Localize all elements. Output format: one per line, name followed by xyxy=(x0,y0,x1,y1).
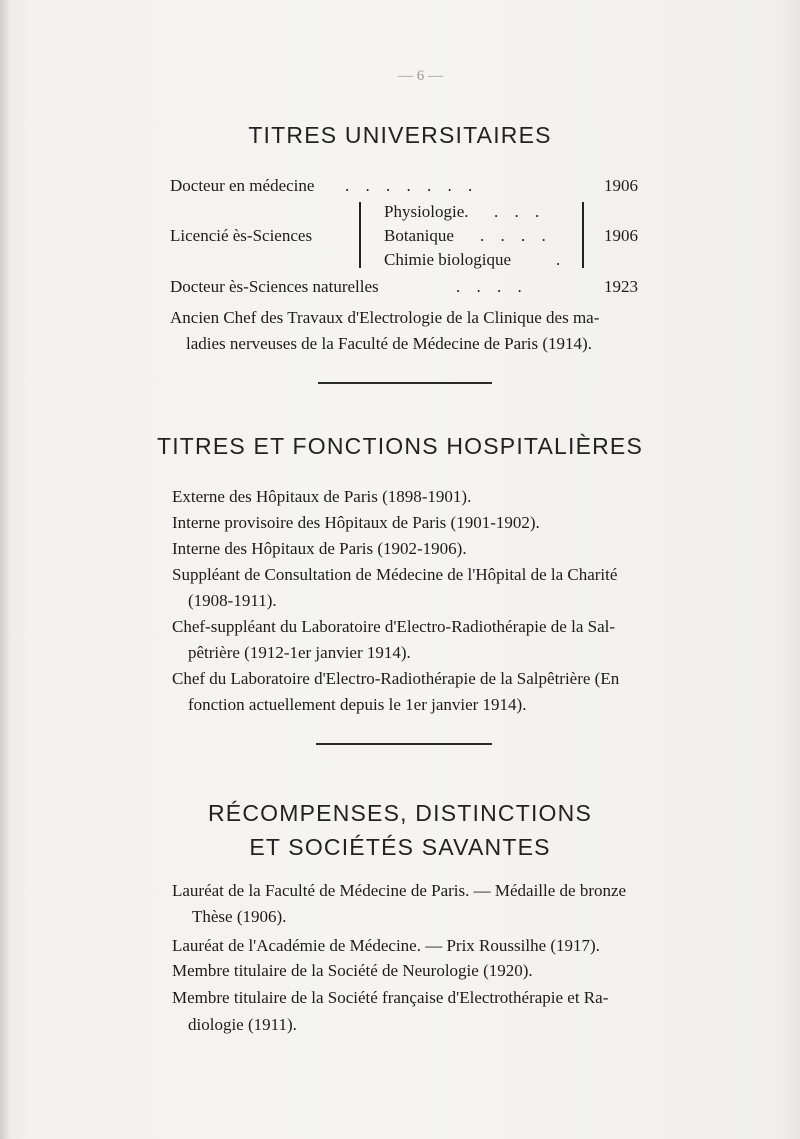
hospital-line-5: (1908-1911). xyxy=(188,591,277,610)
hospital-line-9: fonction actuellement depuis le 1er janvier 1914). xyxy=(188,695,527,714)
leader-dots: . . . xyxy=(494,202,546,221)
ancien-chef-line-1: Ancien Chef des Travaux d'Electrologie de la Clinique des ma- xyxy=(170,308,600,327)
recompense-line-3: Lauréat de l'Académie de Médecine. — Prix Roussilhe (1917). xyxy=(172,936,600,955)
docteur-sciences-year: 1923 xyxy=(604,277,638,296)
recompense-line-4: Membre titulaire de la Société de Neurologie (1920). xyxy=(172,961,533,980)
hospital-line-2: Interne provisoire des Hôpitaux de Paris (1901-1902). xyxy=(172,513,540,532)
hospital-line-4: Suppléant de Consultation de Médecine de l'Hôpital de la Charité xyxy=(172,565,618,584)
page-number: — 6 — xyxy=(398,68,443,84)
section-title-recompenses-1: RÉCOMPENSES, DISTINCTIONS xyxy=(208,800,592,826)
ancien-chef-line-2: ladies nerveuses de la Faculté de Médecine de Paris (1914). xyxy=(186,334,592,353)
recompense-line-6: diologie (1911). xyxy=(188,1015,297,1034)
section-title-hospitalieres: TITRES ET FONCTIONS HOSPITALIÈRES xyxy=(156,433,644,459)
hospital-line-3: Interne des Hôpitaux de Paris (1902-1906). xyxy=(172,539,467,558)
hospital-line-7: pêtrière (1912-1er janvier 1914). xyxy=(188,643,411,662)
recompense-line-1: Lauréat de la Faculté de Médecine de Paris. — Médaille de bronze xyxy=(172,881,627,900)
licencie-subject-2: Botanique xyxy=(384,226,454,245)
left-brace xyxy=(359,202,361,268)
section-title-universitaires: TITRES UNIVERSITAIRES xyxy=(248,122,552,148)
docteur-medecine-year: 1906 xyxy=(604,176,638,195)
hospital-line-6: Chef-suppléant du Laboratoire d'Electro-Radiothérapie de la Sal- xyxy=(172,617,616,636)
recompense-line-5: Membre titulaire de la Société française d'Electrothérapie et Ra- xyxy=(172,988,609,1007)
recompense-line-2: Thèse (1906). xyxy=(192,907,287,926)
licencie-year: 1906 xyxy=(604,226,638,245)
section-divider xyxy=(318,382,492,384)
licencie-label: Licencié ès-Sciences xyxy=(170,226,313,245)
docteur-sciences-label: Docteur ès-Sciences naturelles xyxy=(170,277,379,296)
book-spine-shadow xyxy=(0,0,10,1139)
leader-dots: . . . . xyxy=(456,277,528,296)
hospital-line-1: Externe des Hôpitaux de Paris (1898-1901). xyxy=(172,487,472,506)
leader-dots: . xyxy=(556,250,561,269)
hospital-line-8: Chef du Laboratoire d'Electro-Radiothérapie de la Salpêtrière (En xyxy=(172,669,620,688)
leader-dots: . . . . xyxy=(480,226,552,245)
licencie-subject-3: Chimie biologique xyxy=(384,250,512,269)
docteur-medecine-label: Docteur en médecine xyxy=(170,176,315,195)
section-divider xyxy=(316,743,492,745)
leader-dots: . . . . . . . xyxy=(345,176,479,195)
section-title-recompenses-2: ET SOCIÉTÉS SAVANTES xyxy=(249,834,551,860)
licencie-subject-1: Physiologie. xyxy=(384,202,469,221)
right-brace xyxy=(582,202,584,268)
